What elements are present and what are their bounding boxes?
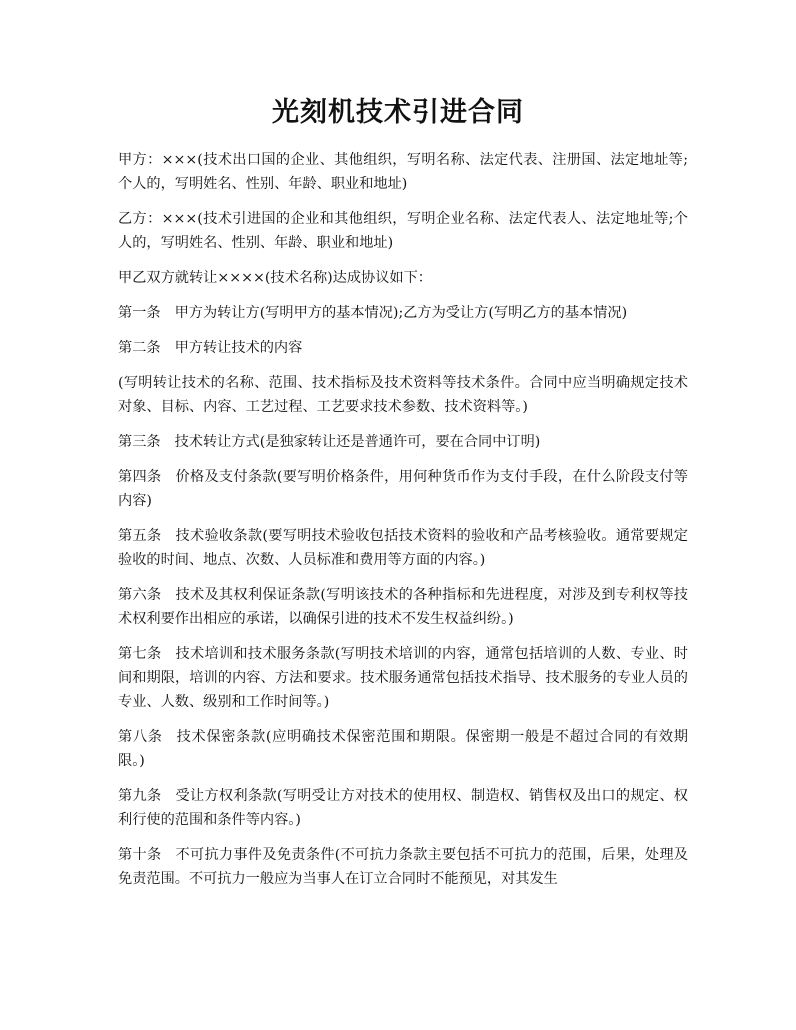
- article-1-paragraph: [118, 301, 688, 325]
- paragraph-text: 价格及支付条款(要写明价格条件，用何种货币作为支付手段，在什么阶段支付等内容): [118, 469, 688, 509]
- article-number: 第四条: [118, 469, 162, 485]
- document-body: [118, 148, 688, 902]
- article-number: 第五条: [118, 528, 162, 544]
- article-number: 第八条: [118, 729, 163, 745]
- article-number: 第一条: [118, 305, 161, 321]
- paragraph-text: 甲乙双方就转让××××(技术名称)达成协议如下：: [118, 270, 432, 286]
- article-9-paragraph: [118, 784, 688, 832]
- paragraph-text: 甲方：×××(技术出口国的企业、其他组织，写明名称、法定代表、注册国、法定地址等;个人的，写明姓名、性别、年龄、职业和地址): [118, 152, 688, 192]
- paragraph-text: 技术验收条款(要写明技术验收包括技术资料的验收和产品考核验收。通常要规定验收的时间、地点、次数、人员标准和费用等方面的内容。): [118, 528, 688, 568]
- paragraph-text: 不可抗力事件及免责条件(不可抗力条款主要包括不可抗力的范围，后果，处理及免责范围。不可抗力一般应为当事人在订立合同时不能预见，对其发生: [118, 847, 688, 887]
- article-8-paragraph: [118, 725, 688, 773]
- agreement-intro-paragraph: [118, 266, 688, 290]
- article-5-paragraph: [118, 524, 688, 572]
- article-7-paragraph: [118, 642, 688, 714]
- article-number: 第十条: [118, 847, 162, 863]
- article-6-paragraph: [118, 583, 688, 631]
- party-a-paragraph: [118, 148, 688, 196]
- paragraph-text: 技术及其权利保证条款(写明该技术的各种指标和先进程度，对涉及到专利权等技术权利要作出相应的承诺，以确保引进的技术不发生权益纠纷。): [118, 587, 688, 627]
- article-10-paragraph: [118, 843, 688, 891]
- article-2-paragraph: [118, 336, 688, 360]
- article-number: 第六条: [118, 587, 162, 603]
- party-b-paragraph: [118, 207, 688, 255]
- article-number: 第九条: [118, 788, 162, 804]
- paragraph-text: 技术培训和技术服务条款(写明技术培训的内容，通常包括培训的人数、专业、时间和期限，培训的内容、方法和要求。技术服务通常包括技术指导、技术服务的专业人员的专业、人数、级别和工作时间等。): [118, 646, 688, 710]
- article-number: 第二条: [118, 340, 161, 356]
- document-title: 光刻机技术引进合同: [272, 97, 524, 128]
- article-2-detail-paragraph: [118, 371, 688, 419]
- paragraph-text: 技术转让方式(是独家转让还是普通许可，要在合同中订明): [174, 434, 541, 450]
- paragraph-text: 甲方为转让方(写明甲方的基本情况);乙方为受让方(写明乙方的基本情况): [174, 305, 628, 321]
- paragraph-text: 受让方权利条款(写明受让方对技术的使用权、制造权、销售权及出口的规定、权利行使的范围和条件等内容。): [118, 788, 688, 828]
- paragraph-text: (写明转让技术的名称、范围、技术指标及技术资料等技术条件。合同中应当明确规定技术对象、目标、内容、工艺过程、工艺要求技术参数、技术资料等。): [118, 375, 688, 415]
- article-4-paragraph: [118, 465, 688, 513]
- article-3-paragraph: [118, 430, 688, 454]
- paragraph-text: 甲方转让技术的内容: [174, 340, 303, 356]
- paragraph-text: 技术保密条款(应明确技术保密范围和期限。保密期一般是不超过合同的有效期限。): [118, 729, 688, 769]
- article-number: 第七条: [118, 646, 162, 662]
- article-number: 第三条: [118, 434, 161, 450]
- paragraph-text: 乙方：×××(技术引进国的企业和其他组织，写明企业名称、法定代表人、法定地址等;个人的，写明姓名、性别、年龄、职业和地址): [118, 211, 688, 251]
